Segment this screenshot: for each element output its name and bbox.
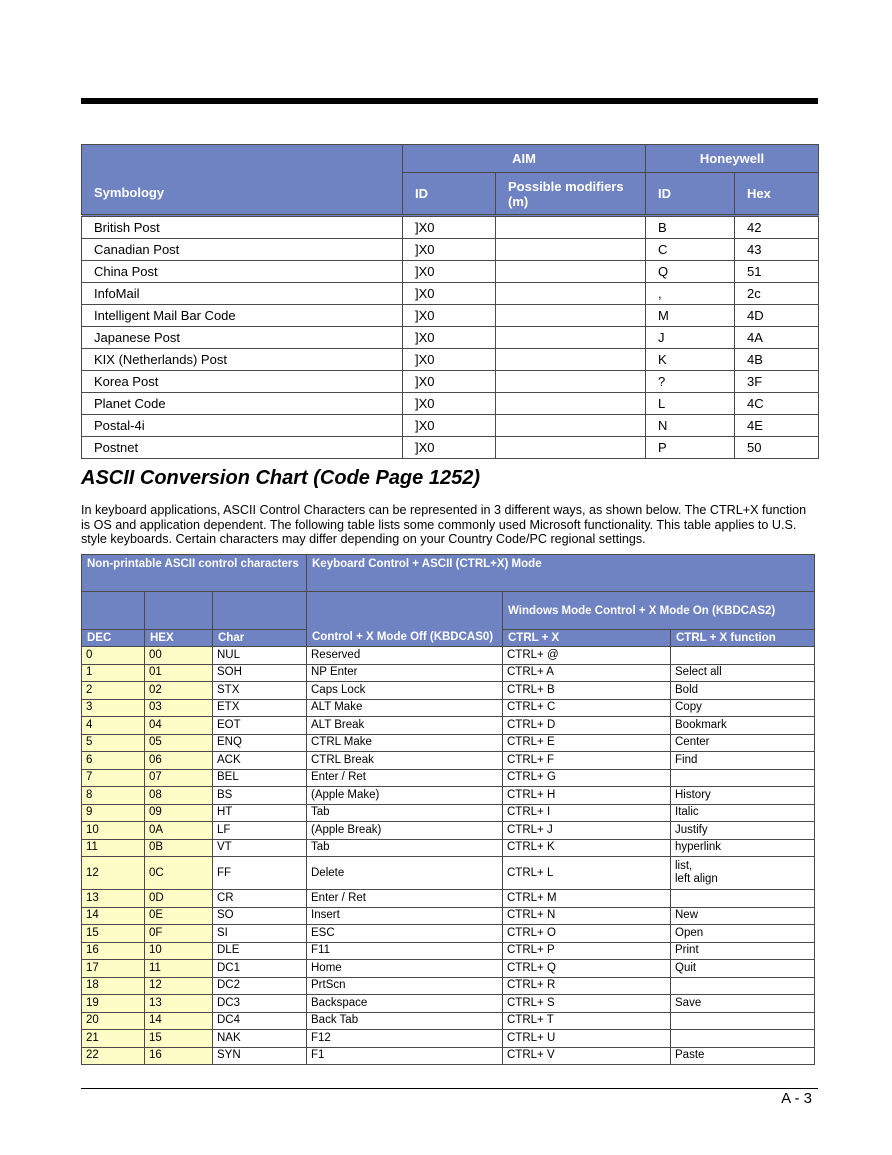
table-row xyxy=(82,734,815,752)
hex-header: Hex xyxy=(735,173,819,216)
table-row xyxy=(82,804,815,822)
modifiers-cell xyxy=(496,305,646,327)
mode-off-cell: PrtScn xyxy=(307,977,503,995)
table-row xyxy=(82,890,815,908)
aim-id-cell: ]X0 xyxy=(403,415,496,437)
ctrl-x-function-cell: Print xyxy=(671,942,815,960)
symbology-rows xyxy=(82,216,819,459)
hex-cell: 09 xyxy=(145,804,213,822)
ctrl-x-function-cell xyxy=(671,1030,815,1048)
char-cell: BS xyxy=(213,787,307,805)
hex-cell: 2c xyxy=(735,283,819,305)
ctrl-x-function-cell: History xyxy=(671,787,815,805)
dec-cell: 13 xyxy=(82,890,145,908)
table-row xyxy=(82,261,819,283)
ctrl-x-function-cell: Paste xyxy=(671,1047,815,1065)
ctrl-x-function-cell: Justify xyxy=(671,822,815,840)
honeywell-id-cell: C xyxy=(646,239,735,261)
ctrl-x-function-cell: Save xyxy=(671,995,815,1013)
table-row xyxy=(82,393,819,415)
char-cell: DC4 xyxy=(213,1012,307,1030)
char-cell: DC2 xyxy=(213,977,307,995)
symbology-cell: Korea Post xyxy=(82,371,403,393)
blank-header-cell xyxy=(213,592,307,630)
hex-cell: 12 xyxy=(145,977,213,995)
char-cell: SOH xyxy=(213,664,307,682)
ctrl-x-function-cell xyxy=(671,890,815,908)
honeywell-id-cell: L xyxy=(646,393,735,415)
mode-off-cell: Delete xyxy=(307,857,503,890)
ctrl-x-cell: CTRL+ T xyxy=(503,1012,671,1030)
hex-cell: 10 xyxy=(145,942,213,960)
aim-id-cell: ]X0 xyxy=(403,371,496,393)
mode-off-cell: NP Enter xyxy=(307,664,503,682)
char-cell: VT xyxy=(213,839,307,857)
mode-off-cell: F11 xyxy=(307,942,503,960)
aim-id-header: ID xyxy=(403,173,496,216)
dec-cell: 6 xyxy=(82,752,145,770)
hex-cell: 4D xyxy=(735,305,819,327)
ctrl-x-function-cell: list, left align xyxy=(671,857,815,890)
ctrl-x-cell: CTRL+ M xyxy=(503,890,671,908)
ctrl-x-function-cell: Bold xyxy=(671,682,815,700)
hex-cell: 3F xyxy=(735,371,819,393)
ctrl-x-function-cell xyxy=(671,769,815,787)
table-row xyxy=(82,769,815,787)
modifiers-cell xyxy=(496,349,646,371)
ctrl-x-cell: CTRL+ L xyxy=(503,857,671,890)
ctrl-x-function-cell xyxy=(671,977,815,995)
aim-id-cell: ]X0 xyxy=(403,437,496,459)
table-row xyxy=(82,1030,815,1048)
dec-cell: 0 xyxy=(82,647,145,665)
table-row xyxy=(82,327,819,349)
table-row xyxy=(82,1047,815,1065)
aim-id-cell: ]X0 xyxy=(403,239,496,261)
symbology-cell: KIX (Netherlands) Post xyxy=(82,349,403,371)
char-cell: DC3 xyxy=(213,995,307,1013)
mode-off-cell: F1 xyxy=(307,1047,503,1065)
section-title: ASCII Conversion Chart (Code Page 1252) xyxy=(81,467,480,489)
ctrl-x-cell: CTRL+ R xyxy=(503,977,671,995)
nonprintable-header: Non-printable ASCII control characters xyxy=(82,555,307,592)
ctrl-x-cell: CTRL+ P xyxy=(503,942,671,960)
windows-mode-header: Windows Mode Control + X Mode On (KBDCAS2) xyxy=(503,592,815,630)
hex-header: HEX xyxy=(145,630,213,647)
hex-cell: 05 xyxy=(145,734,213,752)
hex-cell: 0F xyxy=(145,925,213,943)
dec-cell: 18 xyxy=(82,977,145,995)
hex-cell: 07 xyxy=(145,769,213,787)
table-row xyxy=(82,349,819,371)
ctrl-x-cell: CTRL+ U xyxy=(503,1030,671,1048)
dec-cell: 16 xyxy=(82,942,145,960)
dec-cell: 22 xyxy=(82,1047,145,1065)
hex-cell: 11 xyxy=(145,960,213,978)
char-cell: DLE xyxy=(213,942,307,960)
table-row xyxy=(82,415,819,437)
table-row xyxy=(82,857,815,890)
honeywell-group-header: Honeywell xyxy=(646,145,819,173)
char-cell: ETX xyxy=(213,699,307,717)
dec-cell: 12 xyxy=(82,857,145,890)
honeywell-id-cell: P xyxy=(646,437,735,459)
hex-cell: 0E xyxy=(145,907,213,925)
aim-id-cell: ]X0 xyxy=(403,305,496,327)
char-cell: BEL xyxy=(213,769,307,787)
mode-off-cell: Insert xyxy=(307,907,503,925)
ctrl-x-function-cell: Bookmark xyxy=(671,717,815,735)
ctrl-x-cell: CTRL+ C xyxy=(503,699,671,717)
ctrl-x-cell: CTRL+ Q xyxy=(503,960,671,978)
ctrl-x-function-cell: Find xyxy=(671,752,815,770)
hex-cell: 03 xyxy=(145,699,213,717)
char-cell: DC1 xyxy=(213,960,307,978)
honeywell-id-cell: N xyxy=(646,415,735,437)
ctrl-x-function-cell xyxy=(671,647,815,665)
table-row xyxy=(82,371,819,393)
ctrl-x-cell: CTRL+ I xyxy=(503,804,671,822)
char-cell: SYN xyxy=(213,1047,307,1065)
ctrl-x-cell: CTRL+ E xyxy=(503,734,671,752)
char-cell: FF xyxy=(213,857,307,890)
mode-off-cell: Enter / Ret xyxy=(307,890,503,908)
dec-cell: 14 xyxy=(82,907,145,925)
char-cell: ACK xyxy=(213,752,307,770)
dec-cell: 5 xyxy=(82,734,145,752)
mode-off-cell: Caps Lock xyxy=(307,682,503,700)
hex-cell: 0B xyxy=(145,839,213,857)
hex-cell: 06 xyxy=(145,752,213,770)
table-row xyxy=(82,682,815,700)
ctrl-x-cell: CTRL+ K xyxy=(503,839,671,857)
dec-cell: 8 xyxy=(82,787,145,805)
modifiers-cell xyxy=(496,283,646,305)
dec-cell: 20 xyxy=(82,1012,145,1030)
hex-cell: 0C xyxy=(145,857,213,890)
dec-cell: 11 xyxy=(82,839,145,857)
ascii-conversion-table xyxy=(81,554,815,1065)
ctrl-x-cell: CTRL+ H xyxy=(503,787,671,805)
char-header: Char xyxy=(213,630,307,647)
ctrl-x-header: CTRL + X xyxy=(503,630,671,647)
section-intro: In keyboard applications, ASCII Control Characters can be represented in 3 different ways, as shown below. The CTRL+X function is OS and application dependent. The following table lists some commonly used Microsoft functionality. This table applies to U.S. style keyboards. Certain characters may differ depending on your Country Code/PC regional settings. xyxy=(81,503,807,546)
ctrl-x-function-cell: Select all xyxy=(671,664,815,682)
char-cell: SO xyxy=(213,907,307,925)
dec-cell: 7 xyxy=(82,769,145,787)
ctrl-x-cell: CTRL+ @ xyxy=(503,647,671,665)
table-row xyxy=(82,305,819,327)
honeywell-id-cell: B xyxy=(646,216,735,239)
blank-header-cell xyxy=(145,592,213,630)
mode-off-header: Control + X Mode Off (KBDCAS0) xyxy=(307,592,503,647)
char-cell: NUL xyxy=(213,647,307,665)
keyboard-control-header: Keyboard Control + ASCII (CTRL+X) Mode xyxy=(307,555,815,592)
ctrl-x-cell: CTRL+ A xyxy=(503,664,671,682)
hex-cell: 4C xyxy=(735,393,819,415)
char-cell: NAK xyxy=(213,1030,307,1048)
table-row xyxy=(82,664,815,682)
dec-cell: 9 xyxy=(82,804,145,822)
symbology-cell: British Post xyxy=(82,216,403,239)
mode-off-cell: ALT Break xyxy=(307,717,503,735)
hex-cell: 42 xyxy=(735,216,819,239)
char-cell: EOT xyxy=(213,717,307,735)
ascii-rows xyxy=(82,647,815,1065)
ctrl-x-function-cell: Open xyxy=(671,925,815,943)
hex-cell: 04 xyxy=(145,717,213,735)
ctrl-x-function-cell: New xyxy=(671,907,815,925)
mode-off-cell: Back Tab xyxy=(307,1012,503,1030)
char-cell: ENQ xyxy=(213,734,307,752)
honeywell-id-cell: ? xyxy=(646,371,735,393)
modifiers-cell xyxy=(496,216,646,239)
dec-cell: 1 xyxy=(82,664,145,682)
table-row xyxy=(82,699,815,717)
dec-cell: 15 xyxy=(82,925,145,943)
hex-cell: 50 xyxy=(735,437,819,459)
table-row xyxy=(82,283,819,305)
honeywell-id-cell: K xyxy=(646,349,735,371)
table-row xyxy=(82,960,815,978)
honeywell-id-cell: M xyxy=(646,305,735,327)
hex-cell: 4E xyxy=(735,415,819,437)
mode-off-cell: Home xyxy=(307,960,503,978)
ctrl-x-function-cell: Center xyxy=(671,734,815,752)
dec-cell: 4 xyxy=(82,717,145,735)
table-row xyxy=(82,839,815,857)
dec-cell: 17 xyxy=(82,960,145,978)
blank-header-cell xyxy=(82,592,145,630)
modifiers-cell xyxy=(496,371,646,393)
char-cell: HT xyxy=(213,804,307,822)
symbology-cell: Canadian Post xyxy=(82,239,403,261)
hex-cell: 43 xyxy=(735,239,819,261)
symbology-cell: Postnet xyxy=(82,437,403,459)
table-row xyxy=(82,977,815,995)
mode-off-cell: Reserved xyxy=(307,647,503,665)
ctrl-x-function-cell: Quit xyxy=(671,960,815,978)
symbology-cell: InfoMail xyxy=(82,283,403,305)
hex-cell: 00 xyxy=(145,647,213,665)
table-row xyxy=(82,787,815,805)
footer-rule xyxy=(81,1088,818,1089)
mode-off-cell: (Apple Make) xyxy=(307,787,503,805)
modifiers-cell xyxy=(496,437,646,459)
dec-header: DEC xyxy=(82,630,145,647)
ctrl-x-cell: CTRL+ F xyxy=(503,752,671,770)
page-number: A - 3 xyxy=(781,1090,812,1107)
ctrl-x-cell: CTRL+ G xyxy=(503,769,671,787)
symbology-cell: China Post xyxy=(82,261,403,283)
table-row xyxy=(82,1012,815,1030)
char-cell: LF xyxy=(213,822,307,840)
ctrl-x-function-cell: Italic xyxy=(671,804,815,822)
aim-id-cell: ]X0 xyxy=(403,327,496,349)
table-row xyxy=(82,995,815,1013)
hex-cell: 16 xyxy=(145,1047,213,1065)
table-row xyxy=(82,942,815,960)
hex-cell: 51 xyxy=(735,261,819,283)
ctrl-x-cell: CTRL+ N xyxy=(503,907,671,925)
char-cell: CR xyxy=(213,890,307,908)
aim-id-cell: ]X0 xyxy=(403,283,496,305)
hex-cell: 4B xyxy=(735,349,819,371)
dec-cell: 3 xyxy=(82,699,145,717)
table-row xyxy=(82,647,815,665)
ctrl-x-function-header: CTRL + X function xyxy=(671,630,815,647)
table-row xyxy=(82,752,815,770)
symbology-cell: Intelligent Mail Bar Code xyxy=(82,305,403,327)
hex-cell: 14 xyxy=(145,1012,213,1030)
ctrl-x-cell: CTRL+ J xyxy=(503,822,671,840)
symbology-id-table xyxy=(81,144,819,459)
mode-off-cell: Tab xyxy=(307,839,503,857)
symbology-header: Symbology xyxy=(82,145,403,216)
ctrl-x-cell: CTRL+ D xyxy=(503,717,671,735)
aim-id-cell: ]X0 xyxy=(403,261,496,283)
modifiers-cell xyxy=(496,415,646,437)
modifiers-cell xyxy=(496,261,646,283)
dec-cell: 21 xyxy=(82,1030,145,1048)
modifiers-cell xyxy=(496,327,646,349)
aim-id-cell: ]X0 xyxy=(403,349,496,371)
char-cell: SI xyxy=(213,925,307,943)
honeywell-id-cell: Q xyxy=(646,261,735,283)
ctrl-x-function-cell: Copy xyxy=(671,699,815,717)
hex-cell: 4A xyxy=(735,327,819,349)
hex-cell: 0D xyxy=(145,890,213,908)
mode-off-cell: Enter / Ret xyxy=(307,769,503,787)
table-row xyxy=(82,437,819,459)
mode-off-cell: (Apple Break) xyxy=(307,822,503,840)
ctrl-x-cell: CTRL+ B xyxy=(503,682,671,700)
symbology-cell: Japanese Post xyxy=(82,327,403,349)
mode-off-cell: Tab xyxy=(307,804,503,822)
ctrl-x-cell: CTRL+ V xyxy=(503,1047,671,1065)
table-row xyxy=(82,717,815,735)
modifiers-cell xyxy=(496,239,646,261)
mode-off-cell: ALT Make xyxy=(307,699,503,717)
dec-cell: 2 xyxy=(82,682,145,700)
table-row xyxy=(82,925,815,943)
honeywell-id-cell: , xyxy=(646,283,735,305)
table-row xyxy=(82,239,819,261)
dec-cell: 10 xyxy=(82,822,145,840)
symbology-cell: Postal-4i xyxy=(82,415,403,437)
honeywell-id-header: ID xyxy=(646,173,735,216)
honeywell-id-cell: J xyxy=(646,327,735,349)
mode-off-cell: CTRL Make xyxy=(307,734,503,752)
hex-cell: 01 xyxy=(145,664,213,682)
ctrl-x-function-cell xyxy=(671,1012,815,1030)
mode-off-cell: F12 xyxy=(307,1030,503,1048)
ctrl-x-function-cell: hyperlink xyxy=(671,839,815,857)
modifiers-cell xyxy=(496,393,646,415)
table-row xyxy=(82,907,815,925)
symbology-cell: Planet Code xyxy=(82,393,403,415)
aim-id-cell: ]X0 xyxy=(403,216,496,239)
table-row xyxy=(82,216,819,239)
ctrl-x-cell: CTRL+ S xyxy=(503,995,671,1013)
hex-cell: 08 xyxy=(145,787,213,805)
hex-cell: 02 xyxy=(145,682,213,700)
aim-group-header: AIM xyxy=(403,145,646,173)
hex-cell: 13 xyxy=(145,995,213,1013)
mode-off-cell: ESC xyxy=(307,925,503,943)
dec-cell: 19 xyxy=(82,995,145,1013)
hex-cell: 0A xyxy=(145,822,213,840)
mode-off-cell: CTRL Break xyxy=(307,752,503,770)
char-cell: STX xyxy=(213,682,307,700)
aim-id-cell: ]X0 xyxy=(403,393,496,415)
table-row xyxy=(82,822,815,840)
modifiers-header: Possible modifiers (m) xyxy=(496,173,646,216)
ctrl-x-cell: CTRL+ O xyxy=(503,925,671,943)
top-rule xyxy=(81,98,818,104)
hex-cell: 15 xyxy=(145,1030,213,1048)
mode-off-cell: Backspace xyxy=(307,995,503,1013)
